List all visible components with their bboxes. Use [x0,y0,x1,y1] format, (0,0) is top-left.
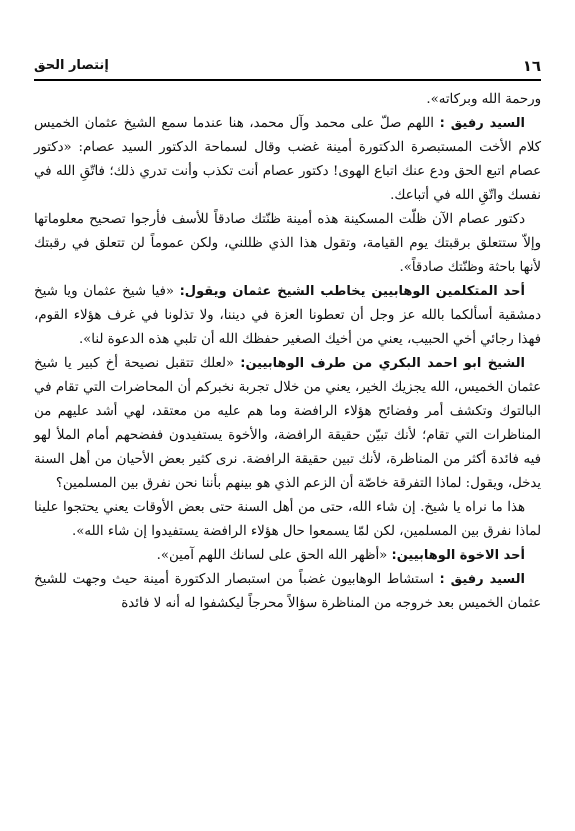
paragraph [34,352,541,496]
paragraph-text: هذا ما نراه يا شيخ. إن شاء الله، حتى من أهل السنة حتى بعض الأوقات يعني يحتجوا علينا لماذا نفرق بين المسلمين، لكن لمّا يسمعوا حال هؤلاء الرافضة يستفيدوا إن شاء الله». [34,500,541,539]
paragraph [34,568,541,616]
paragraph-text: استشاط الوهابيون غضباً من استبصار الدكتورة أمينة حيث وجهت للشيخ عثمان الخميس بعد خروجه من المناظرة سؤالاً محرجاً ليكشفوا له أنه لا فائدة [34,572,541,611]
paragraph-text: «أظهر الله الحق على لسانك اللهم آمين». [156,548,392,563]
speaker-label: أحد المتكلمين الوهابيين يخاطب الشيخ عثمان ويقول: [179,284,525,299]
speaker-label: السيد رفيق : [439,116,526,131]
speaker-label: السيد رفيق : [439,572,525,587]
paragraph-text: ورحمة الله وبركاته». [426,92,541,107]
speaker-label: الشيخ ابو احمد البكري من طرف الوهابيين: [240,356,525,371]
running-header [34,55,541,81]
paragraph [34,208,541,280]
paragraph [34,544,541,568]
paragraph [34,88,541,112]
paragraph-text: دكتور عصام الآن ظلّت المسكينة هذه أمينة ظنّتك صادقاً للأسف فأرجوا تصحيح معلوماتها وإلاّ ستتعلق برقبتك يوم القيامة، وتقول هذا الذي ظللني، ولكن عموماً لن تتعلق في رقبتك لأنها باحثة وظنّتك صادقاً». [34,212,541,275]
paragraph-text: اللهم صلّ على محمد وآل محمد، هنا عندما سمع الشيخ عثمان الخميس كلام الأخت المستبصرة الدكتورة أمينة غضب وقال لسماحة الدكتور السيد عصام: «دكتور عصام اتبع الحق ودع عنك اتباع الهوى! دكتور عصام أنت تكذب وأنت تدري ذلك؛ فاتّقِ الله في نفسك واتّقِ الله في أتباعك. [34,116,541,203]
body-text [34,88,541,616]
running-title: إنتصار الحق [34,58,109,73]
paragraph [34,496,541,544]
paragraph [34,112,541,208]
paragraph-text: «فيا شيخ عثمان ويا شيخ دمشقية أسألكما بالله عز وجل أن تعطونا العزة في ديننا، ولا تذلونا في غرف هؤلاء القوم، فهذا رجائي أخي الحبيب، يعني من أخيك الصغير حفظك الله أن تلبي هذه الدعوة لنا». [34,284,541,347]
speaker-label: أحد الاخوة الوهابيين: [391,548,525,563]
page-number: ١٦ [522,57,541,75]
paragraph-text: «لعلك تتقبل نصيحة أخ كبير يا شيخ عثمان الخميس، الله يجزيك الخير، يعني من خلال تجربة نخبركم أن المحاضرات التي تقام في البالتوك وتكشف أمر وفضائح هؤلاء الرافضة وما هم عليه من معتقد، لهي أشد عليهم من المناظرات التي تقام؛ لأنك تبيّن حقيقة الرافضة، والأخوة يستفيدون ففضحهم أمام الملأ لهو فيه فائدة أكثر من المناظرة، لأنك تبين حقيقة الرافضة. نرى كثير بعض الأحيان من أهل السنة يدخل، ويقول: لماذا التفرقة خاصّة أن الزعم الذي هو بينهم بأننا نحن نفرق بين المسلمين؟ [34,356,541,491]
paragraph [34,280,541,352]
